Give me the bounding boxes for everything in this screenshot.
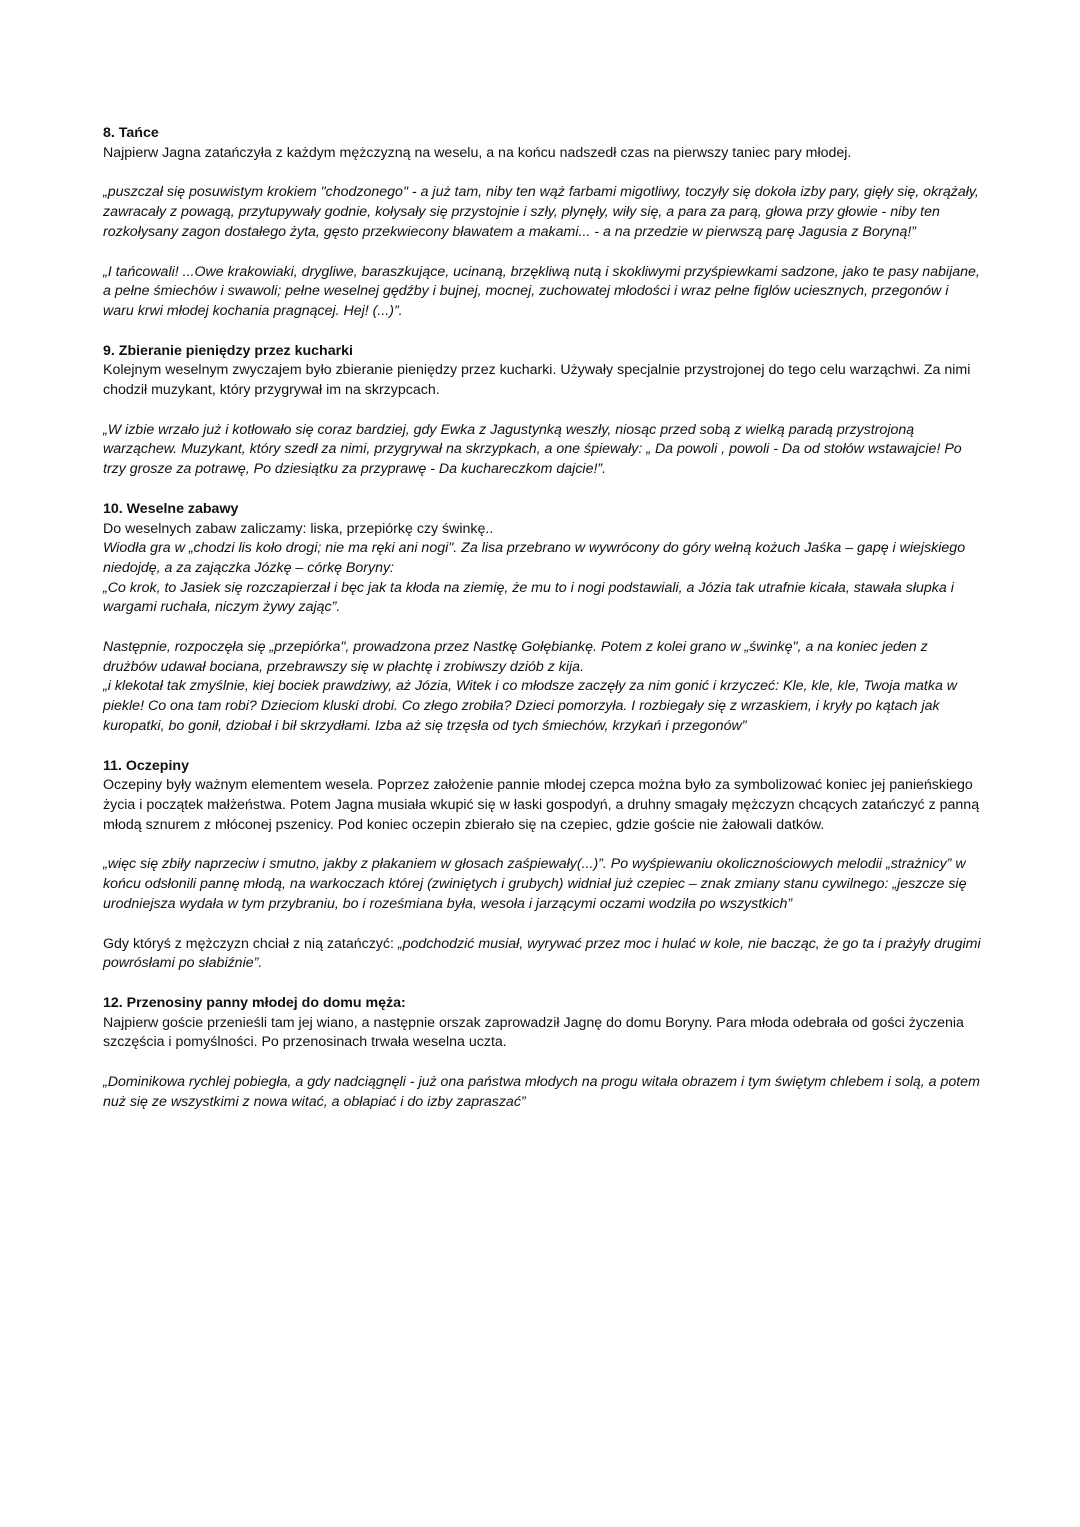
quote-inline: „podchodzić musiał, wyrywać przez moc i hulać w kole, nie bacząc, że go ta i prażyły drugimi powrósłami po słabiźnie”. bbox=[103, 935, 981, 972]
section-intro: Najpierw goście przenieśli tam jej wiano, a następnie orszak zaprowadził Jagnę do domu Boryny. Para młoda odebrała od gości życzenia szczęścia i pomyślności. Po przenosinach trwała weselna uczta. bbox=[103, 1014, 964, 1051]
quote: Następnie, rozpoczęła się „przepiórka", prowadzona przez Nastkę Gołębiankę. Potem z kolei grano w „świnkę", a na koniec jeden z drużbów udawał bociana, przebrawszy się w płachtę i zrobiwszy dziób z kija. bbox=[103, 639, 928, 675]
section-money-collection bbox=[103, 342, 983, 480]
section-heading: 8. Tańce bbox=[103, 125, 159, 141]
quote: „więc się zbiły naprzeciw i smutno, jakby z płakaniem w głosach zaśpiewały(...)”. Po wyśpiewaniu okolicznościowych melodii „strażnicy” w końcu odsłonili pannę młodą, na warkoczach której (zwiniętych i grubych) widniał już czepiec – znak zmiany stanu cywilnego: „jeszcze się urodniejsza wydała w tym przybraniu, bo i roześmiana była, wesoła i jarzącymi oczami wodziła po wszystkich” bbox=[103, 856, 967, 912]
section-intro: Oczepiny były ważnym elementem wesela. Poprzez założenie pannie młodej czepca można było za symbolizować koniec jej panieńskiego życia i początek małżeństwa. Potem Jagna musiała wkupić się w łaski gospodyń, a druhny smagały mężczyzn chcących zatańczyć z panną młodą sznurem z młóconej pszenicy. Pod koniec oczepin zbierało się na czepiec, gdzie goście nie żałowali datków. bbox=[103, 777, 980, 833]
section-dances bbox=[103, 124, 983, 322]
plain-text: Gdy któryś z mężczyzn chciał z nią zatańczyć: bbox=[103, 935, 398, 952]
mixed-paragraph bbox=[103, 935, 983, 974]
section-intro: Do weselnych zabaw zaliczamy: liska, przepiórkę czy świnkę.. bbox=[103, 520, 494, 537]
section-heading: 12. Przenosiny panny młodej do domu męża: bbox=[103, 994, 406, 1011]
quote: „puszczał się posuwistym krokiem "chodzonego" - a już tam, niby ten wąż farbami migotliwy, toczyły się dokoła izby pary, gięły się, okrążały, zawracały z powagą, przytupywały godnie, kołysały się przystojnie i szły, płynęły, wiły się, a para za parą, głowa przy głowie - niby ten rozkołysany zagon dostałego żyta, gęsto przekwiecony bławatem a makami... - a na przedzie w pierwszą parę Jagusia z Boryną!” bbox=[103, 184, 979, 240]
section-transfer bbox=[103, 994, 983, 1113]
document-page bbox=[103, 124, 983, 1132]
section-oczepiny bbox=[103, 757, 983, 974]
quote: „Co krok, to Jasiek się rozczapierzał i bęc jak ta kłoda na ziemię, że mu to i nogi podstawiali, a Józia tak utrafnie kicała, stawała słupka i wargami ruchała, niczym żywy zając”. bbox=[103, 579, 954, 616]
section-wedding-games bbox=[103, 500, 983, 737]
section-heading: 9. Zbieranie pieniędzy przez kucharki bbox=[103, 342, 353, 359]
section-heading: 11. Oczepiny bbox=[103, 757, 189, 774]
section-intro: Najpierw Jagna zatańczyła z każdym mężczyzną na weselu, a na końcu nadszedł czas na pierwszy taniec pary młodej. bbox=[103, 144, 852, 161]
quote: „W izbie wrzało już i kotłowało się coraz bardziej, gdy Ewka z Jagustynką weszły, niosąc przed sobą z wielką paradą przystrojoną warząchew. Muzykant, który szedł za nimi, przygrywał na skrzypkach, a one śpiewały: „ Da powoli , powoli - Da od stołów wstawajcie! Po trzy grosze za potrawę, Po dziesiątku za przyprawę - Da kuchareczkom dajcie!”. bbox=[103, 421, 962, 478]
section-intro: Kolejnym weselnym zwyczajem było zbieranie pieniędzy przez kucharki. Używały specjalnie przystrojonej do tego celu warząchwi. Za nimi chodził muzykant, który przygrywał im na skrzypcach. bbox=[103, 362, 971, 399]
quote: „I tańcowali! ...Owe krakowiaki, drygliwe, baraszkujące, ucinaną, brzękliwą nutą i skokliwymi przyśpiewkami sadzone, jako te pasy nabijane, a pełne śmiechów i swawoli; pełne weselnej gędźby i bujnej, mocnej, zuchowatej młodości i wraz pełne figlów uciesznych, przegonów i waru krwi młodej kochania pragnącej. Hej! (...)”. bbox=[103, 263, 980, 319]
section-heading: 10. Weselne zabawy bbox=[103, 500, 239, 517]
quote: Wiodła gra w „chodzi lis koło drogi; nie ma ręki ani nogi". Za lisa przebrano w wywrócony do góry wełną kożuch Jaśka – gapę i wiejskiego niedojdę, a za zajączka Józkę – córkę Boryny: bbox=[103, 540, 966, 576]
quote: „Dominikowa rychlej pobiegła, a gdy nadciągnęli - już ona państwa młodych na progu witała obrazem i tym świętym chlebem i solą, a potem nuż się ze wszystkimi z nowa witać, a obłapiać i do izby zapraszać” bbox=[103, 1074, 980, 1110]
quote: „i klekotał tak zmyślnie, kiej bociek prawdziwy, aż Józia, Witek i co młodsze zaczęły za nim gonić i krzyczeć: Kle, kle, kle, Twoja matka w piekle! Co ona tam robi? Dzieciom kluski drobi. Co złego zrobiła? Dzieci pomorzyła. I rozbiegały się z wrzaskiem, i kryły po kątach jak kuropatki, bo gonił, dziobał i bił skrzydłami. Izba aż się trzęsła od tych śmiechów, krzykań i przegonów” bbox=[103, 678, 958, 734]
